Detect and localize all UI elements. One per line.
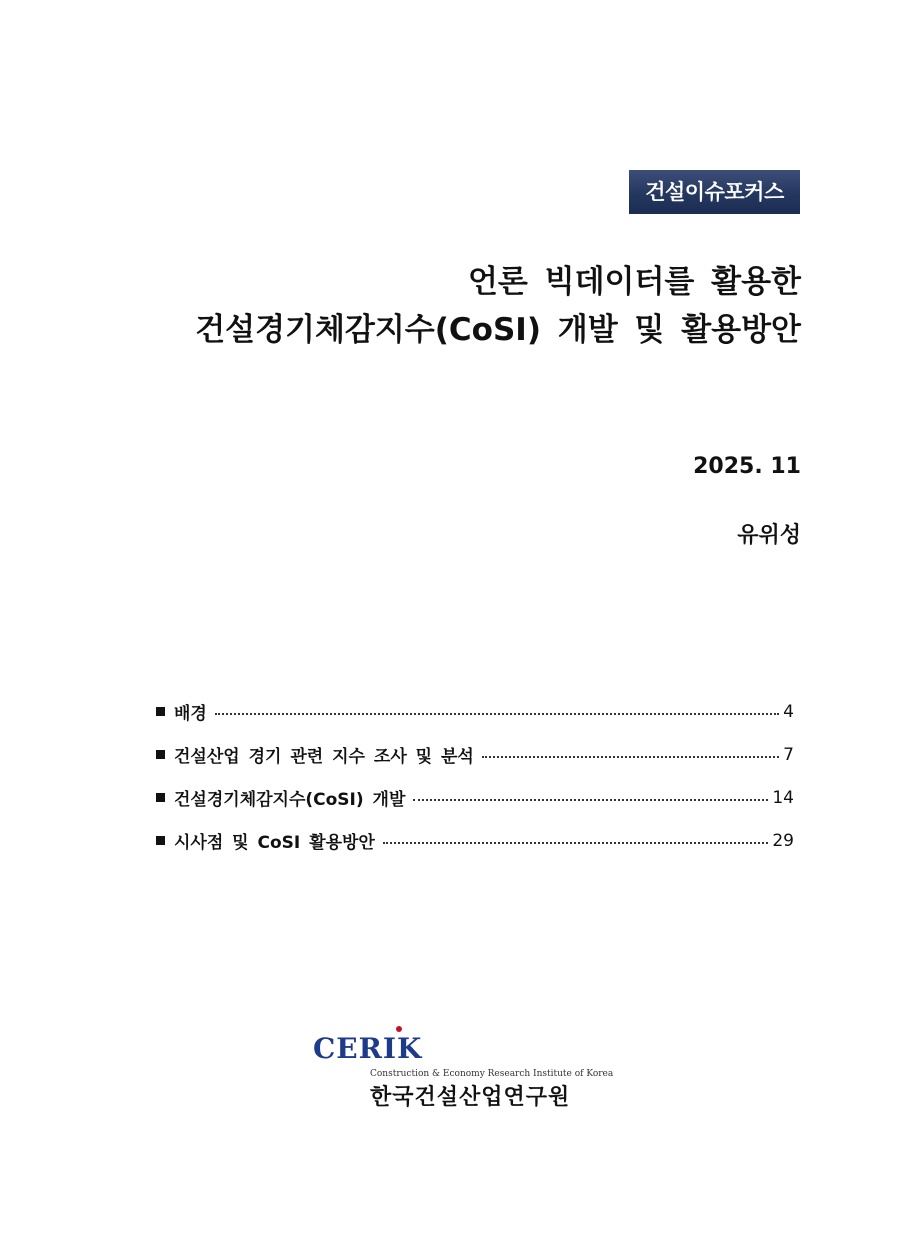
report-title-line-2: 건설경기체감지수(CoSI) 개발 및 활용방안 xyxy=(195,312,801,348)
publisher-name-english: Construction & Economy Research Institute of Korea xyxy=(370,1069,614,1079)
toc-item[interactable] xyxy=(156,819,794,862)
toc-item[interactable] xyxy=(156,776,794,819)
toc-item[interactable] xyxy=(156,690,794,733)
author-name: 유위성 xyxy=(737,523,801,548)
square-bullet-icon xyxy=(156,750,165,759)
report-title-line-1: 언론 빅데이터를 활용한 xyxy=(467,264,801,300)
toc-item-page: 29 xyxy=(772,830,794,851)
toc-item[interactable] xyxy=(156,733,794,776)
report-title xyxy=(195,258,801,354)
toc-item-page: 7 xyxy=(783,744,794,765)
toc-item-label: 배경 xyxy=(174,704,207,724)
toc-item-label: 건설경기체감지수(CoSI) 개발 xyxy=(174,790,406,810)
publisher-logo xyxy=(313,1026,614,1110)
toc-dot-leader xyxy=(383,842,769,844)
square-bullet-icon xyxy=(156,707,165,716)
logo-wordmark: CERIK xyxy=(313,1032,423,1065)
table-of-contents xyxy=(156,690,794,862)
toc-dot-leader xyxy=(215,713,779,715)
toc-dot-leader xyxy=(482,756,779,758)
toc-dot-leader xyxy=(413,799,768,801)
toc-item-page: 14 xyxy=(772,787,794,808)
series-badge: 건설이슈포커스 xyxy=(629,170,800,214)
square-bullet-icon xyxy=(156,793,165,802)
square-bullet-icon xyxy=(156,836,165,845)
publication-date: 2025. 11 xyxy=(693,454,801,479)
toc-item-label: 건설산업 경기 관련 지수 조사 및 분석 xyxy=(174,747,474,767)
toc-item-label: 시사점 및 CoSI 활용방안 xyxy=(174,833,375,853)
publisher-name-korean: 한국건설산업연구원 xyxy=(370,1085,571,1110)
toc-item-page: 4 xyxy=(783,701,794,722)
